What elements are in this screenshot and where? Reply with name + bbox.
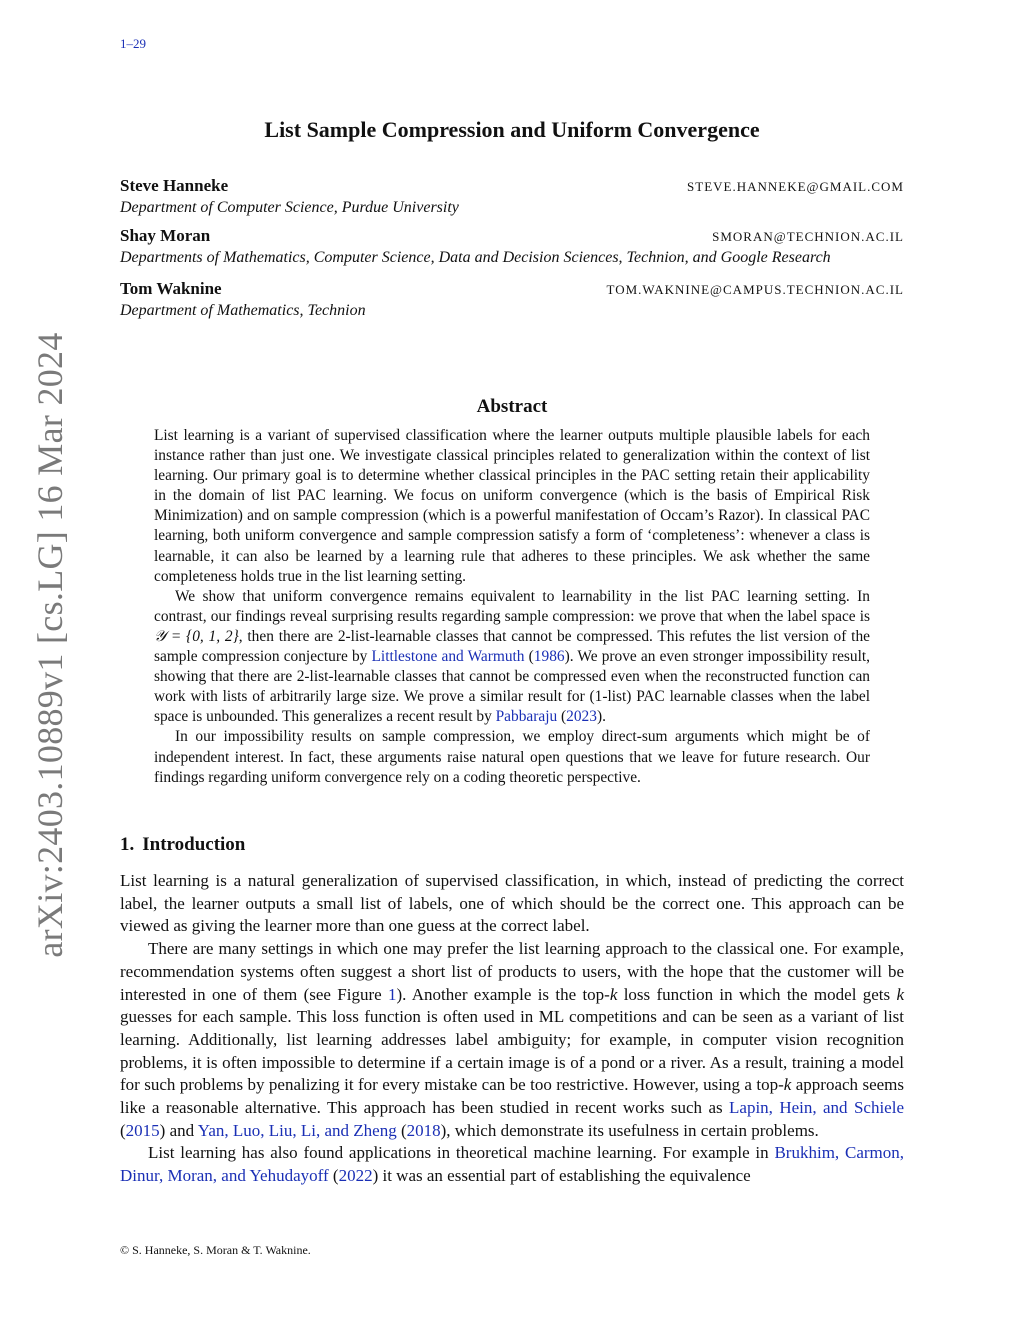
copyright-footer: © S. Hanneke, S. Moran & T. Waknine. (120, 1243, 311, 1257)
text-run: ), which demonstrate its usefulness in certain problems. (440, 1120, 819, 1140)
text-run: There are many settings in which one may prefer the list learning approach to the classical one. For example, recommendation systems often suggest a short list of products to users, with the hope that the customer will be interested in one of them (see Figure (120, 939, 904, 1004)
text-run: We show that uniform convergence remains equivalent to learnability in the list PAC learning setting. In contrast, our findings reveal surprising results regarding sample compression: we prove that when the label space is (154, 587, 870, 625)
author-name: Tom Waknine (120, 279, 222, 298)
abstract-heading: Abstract (476, 396, 548, 417)
paper-title: List Sample Compression and Uniform Convergence (264, 117, 760, 142)
citation-link-brukhim-et-al[interactable]: Brukhim, Carmon, Dinur, Moran, and Yehudayoff (120, 1143, 904, 1186)
citation-link-littlestone-warmuth[interactable]: Littlestone and Warmuth (371, 648, 525, 666)
author-affiliation: Department of Computer Science, Purdue University (120, 199, 459, 216)
text-run: loss function in which the model gets (617, 984, 897, 1004)
math-label-space: 𝒴 = {0, 1, 2} (154, 627, 239, 645)
text-run: ( (557, 708, 567, 726)
intro-paragraph-3 (120, 1142, 904, 1187)
author-email: TOM.WAKNINE@CAMPUS.TECHNION.AC.IL (606, 282, 904, 297)
citation-year-link[interactable]: 2023 (566, 708, 597, 726)
text-run: ). We prove an even stronger impossibility result, showing that there are 2-list-learnable classes that cannot be compressed even when the reconstructed function can work with lists of arbitrarily large size. We prove a similar result for (1-list) PAC learnable classes when the label space is unbounded. This generalizes a recent result by (154, 648, 870, 726)
math-k: k (896, 984, 904, 1004)
introduction-body (120, 870, 904, 1188)
author-name: Shay Moran (120, 226, 211, 245)
text-run: ). Another example is the top- (396, 984, 610, 1004)
math-k: k (609, 984, 618, 1004)
abstract-paragraph-1: List learning is a variant of supervised classification where the learner outputs multiple plausible labels for each instance rather than just one. We investigate classical principles related to generalization within the context of list learning. Our primary goal is to determine whether classical principles in the PAC setting retain their applicability in the domain of list PAC learning. We focus on uniform convergence (which is the basis of Empirical Risk Minimization) and on sample compression (which is a powerful manifestation of Occam’s Razor). In classical PAC learning, both uniform convergence and sample compression satisfy a form of ‘completeness’: whenever a class is learnable, it can also be learned by a learning rule that adheres to these principles. We ask whether the same completeness holds true in the list learning setting. (154, 427, 870, 585)
text-run: ( (328, 1166, 339, 1186)
section-heading-introduction (120, 834, 245, 856)
author-entry-2 (120, 226, 904, 267)
intro-paragraph-2 (120, 938, 904, 1142)
citation-year-link[interactable]: 2022 (338, 1166, 373, 1186)
text-run: ( (120, 1120, 126, 1140)
text-run: ) it was an essential part of establishing the equivalence (372, 1166, 751, 1186)
abstract-paragraph-3: In our impossibility results on sample compression, we employ direct-sum arguments which might be of independent interest. In fact, these arguments raise natural open questions that we leave for future research. Our findings regarding uniform convergence rely on a coding theoretic perspective. (154, 728, 870, 786)
text-run: ( (524, 648, 534, 666)
text-run: ( (396, 1120, 407, 1140)
abstract-paragraph-2 (154, 587, 870, 728)
math-k: k (783, 1075, 792, 1095)
text-run: guesses for each sample. This loss function is often used in ML competitions and can be seen as a variant of list learning. Additionally, list learning addresses label ambiguity; for example, in computer vision recognition problems, it is often impossible to determine if a certain image is of a pond or a river. As a result, training a model for such problems by penalizing it for every mistake can be too restrictive. However, using a top- (120, 1007, 904, 1095)
text-run: approach seems like a reasonable alternative. This approach has been studied in recent works such as (120, 1075, 904, 1118)
author-entry-3 (120, 279, 904, 320)
section-title: Introduction (142, 834, 246, 855)
citation-year-link[interactable]: 2015 (125, 1120, 160, 1140)
text-run: , then there are 2-list-learnable classes that cannot be compressed. This refutes the list version of the sample compression conjecture by (154, 627, 870, 666)
text-run: ). (596, 708, 606, 726)
arxiv-identifier-stamp: arXiv:2403.10889v1 [cs.LG] 16 Mar 2024 (30, 332, 70, 958)
author-affiliation: Departments of Mathematics, Computer Science, Data and Decision Sciences, Technion, and Google Research (120, 249, 831, 266)
citation-link-pabbaraju[interactable]: Pabbaraju (495, 708, 558, 726)
section-number: 1. (120, 834, 135, 855)
citation-year-link[interactable]: 1986 (533, 648, 565, 666)
citation-link-lapin-hein-schiele[interactable]: Lapin, Hein, and Schiele (729, 1098, 904, 1118)
text-run: List learning has also found applications in theoretical machine learning. For example in (148, 1143, 775, 1163)
author-email: SMORAN@TECHNION.AC.IL (712, 229, 904, 244)
citation-link-yan-luo-liu-li-zheng[interactable]: Yan, Luo, Liu, Li, and Zheng (197, 1120, 397, 1140)
author-affiliation: Department of Mathematics, Technion (120, 302, 366, 319)
author-email: STEVE.HANNEKE@GMAIL.COM (687, 179, 904, 194)
author-name: Steve Hanneke (120, 176, 229, 195)
figure-reference-link[interactable]: 1 (387, 984, 397, 1004)
intro-paragraph-1: List learning is a natural generalization of supervised classification, in which, instead of predicting the correct label, the learner outputs a small list of labels, one of which should be the correct one. This approach can be viewed as giving the learner more than one guess at the correct label. (120, 871, 904, 936)
abstract-body (154, 426, 870, 788)
author-entry-1 (120, 176, 904, 217)
citation-year-link[interactable]: 2018 (406, 1120, 441, 1140)
page-number: 1–29 (120, 36, 146, 51)
text-run: ) and (159, 1120, 198, 1140)
